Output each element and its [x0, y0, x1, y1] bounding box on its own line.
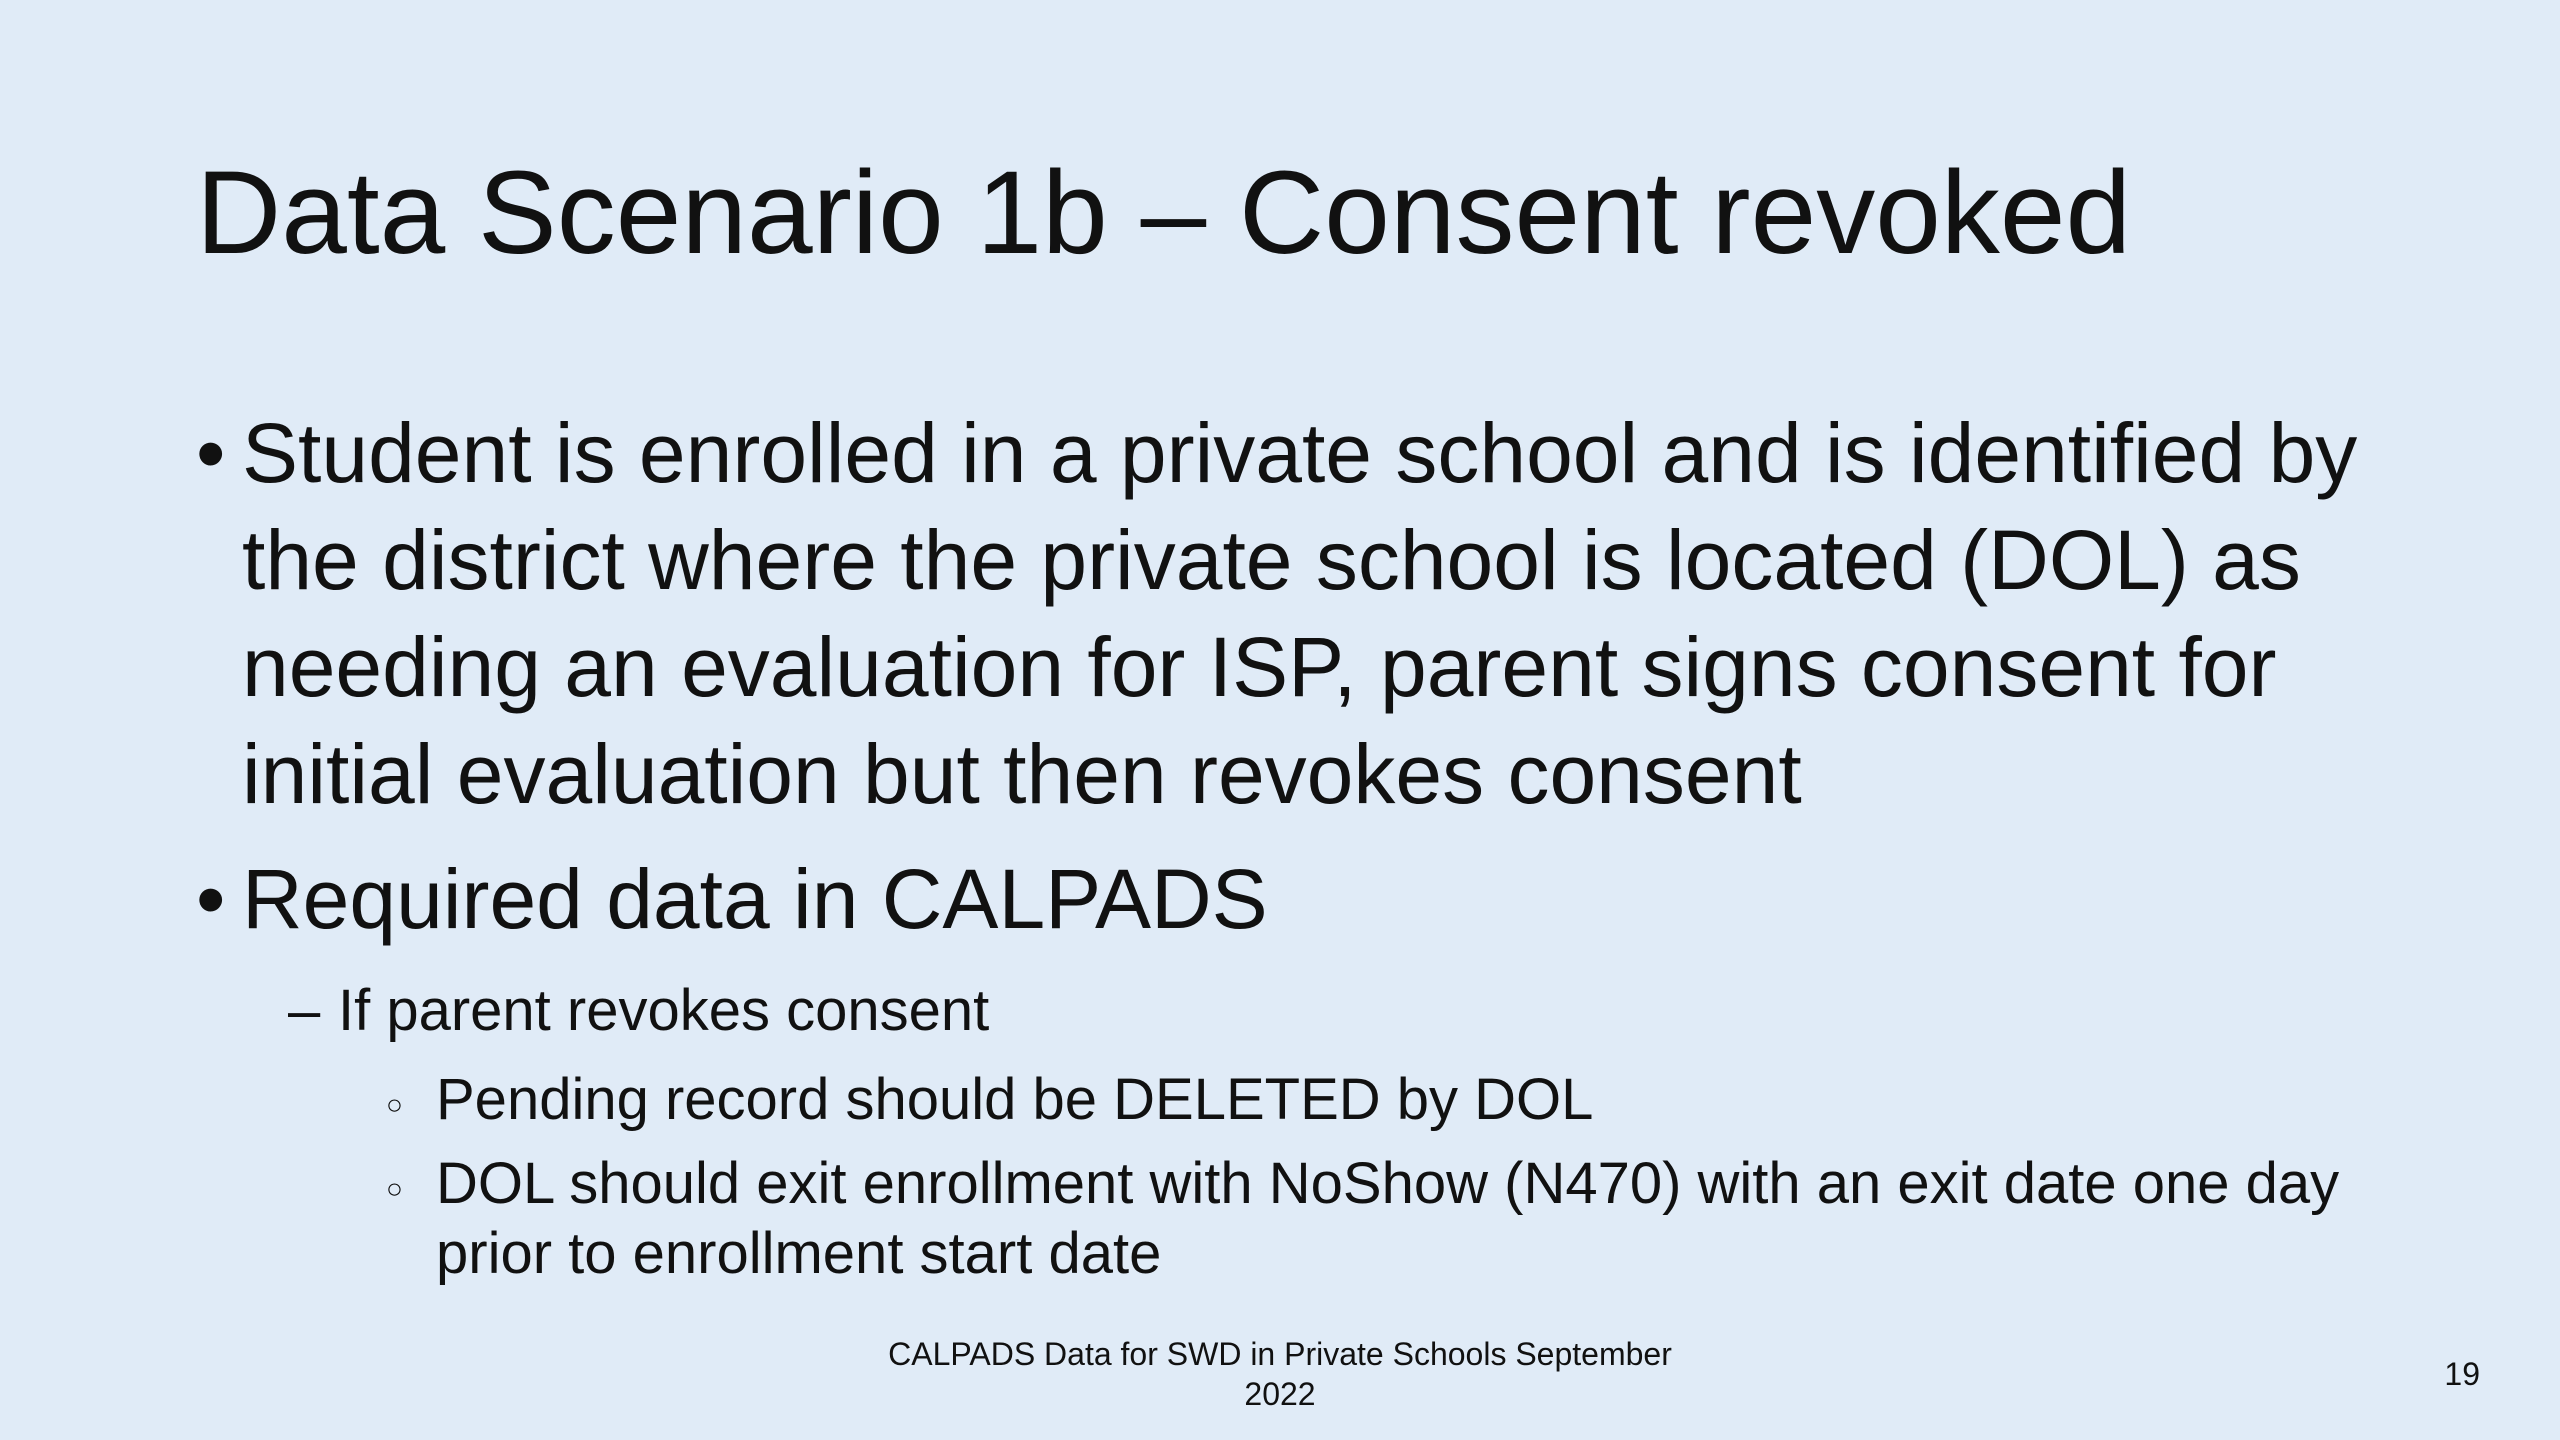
sub-sub-bullet-item	[196, 1149, 2396, 1289]
bullet-text: Required data in CALPADS	[242, 852, 1268, 946]
slide-content	[196, 400, 2396, 1289]
sub-sub-bullet-text: DOL should exit enrollment with NoShow (N470) with an exit date one day prior to enrollment start date	[436, 1151, 2340, 1286]
page-number: 19	[2444, 1356, 2480, 1392]
circle-bullet-icon: ○	[386, 1089, 403, 1120]
bullet-item	[196, 846, 2396, 953]
circle-bullet-icon: ○	[386, 1173, 403, 1204]
slide-footer: CALPADS Data for SWD in Private Schools September 2022	[888, 1336, 1672, 1412]
dash-marker: –	[288, 978, 321, 1043]
bullet-item	[196, 400, 2396, 828]
bullet-marker: •	[196, 852, 226, 946]
slide-title: Data Scenario 1b – Consent revoked	[196, 147, 2132, 279]
bullet-marker: •	[196, 406, 226, 500]
sub-sub-bullet-item	[196, 1065, 2396, 1135]
sub-bullet-item	[196, 971, 2396, 1051]
sub-bullet-text: If parent revokes consent	[338, 978, 990, 1043]
bullet-text: Student is enrolled in a private school and is identified by the district where the private school is located (DOL) as needing an evaluation for ISP, parent signs consent for initial evaluation but then revokes consent	[242, 406, 2358, 821]
sub-sub-bullet-text: Pending record should be DELETED by DOL	[436, 1067, 1594, 1132]
